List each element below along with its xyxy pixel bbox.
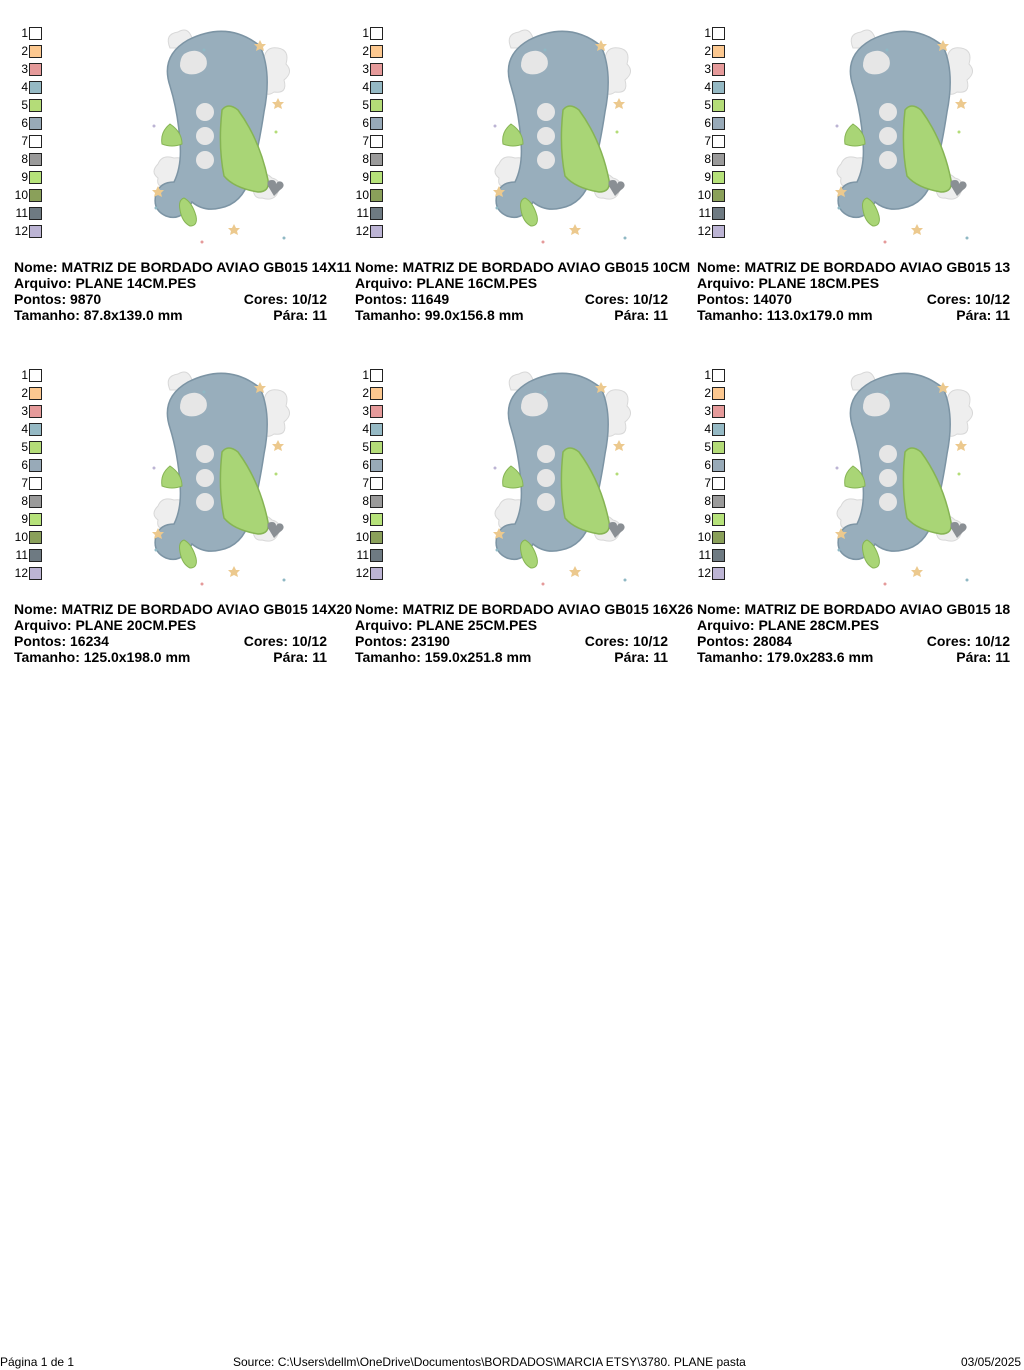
color-swatch	[370, 99, 383, 112]
palette-entry	[683, 206, 725, 220]
design-size: Tamanho: 87.8x139.0 mm	[14, 307, 183, 323]
palette-number: 10	[355, 188, 369, 202]
palette-entry	[0, 170, 42, 184]
palette-number: 12	[697, 566, 711, 580]
color-swatch	[29, 495, 42, 508]
stop-count: Pára: 11	[956, 307, 1010, 323]
design-file: Arquivo: PLANE 25CM.PES	[355, 617, 538, 633]
color-swatch	[29, 477, 42, 490]
palette-number: 11	[356, 548, 369, 562]
color-swatch	[370, 477, 383, 490]
color-swatch	[712, 495, 725, 508]
stitch-count: Pontos: 14070	[697, 291, 792, 307]
palette-entry	[0, 494, 42, 508]
color-swatch	[370, 135, 383, 148]
color-swatch	[29, 45, 42, 58]
palette-number: 7	[704, 476, 711, 490]
color-swatch	[370, 369, 383, 382]
color-swatch	[712, 405, 725, 418]
palette-entry	[0, 458, 42, 472]
palette-number: 3	[21, 404, 28, 418]
embroidery-preview	[489, 28, 637, 250]
design-name: Nome: MATRIZ DE BORDADO AVIAO GB015 18	[697, 601, 1011, 617]
palette-entry	[0, 134, 42, 148]
palette-number: 10	[697, 188, 711, 202]
palette-entry	[683, 512, 725, 526]
color-swatch	[29, 135, 42, 148]
palette-number: 9	[704, 512, 711, 526]
plane-windows	[879, 445, 897, 511]
palette-number: 10	[14, 188, 28, 202]
stitch-count: Pontos: 11649	[355, 291, 450, 307]
palette-entry	[341, 116, 383, 130]
palette-entry	[0, 476, 42, 490]
design-size: Tamanho: 113.0x179.0 mm	[697, 307, 873, 323]
color-count: Cores: 10/12	[243, 291, 327, 307]
color-swatch	[712, 207, 725, 220]
design-size: Tamanho: 179.0x283.6 mm	[697, 649, 874, 665]
color-swatch	[712, 45, 725, 58]
color-swatch	[712, 63, 725, 76]
palette-number: 4	[704, 422, 711, 436]
design-info	[697, 601, 1023, 665]
design-size: Tamanho: 99.0x156.8 mm	[355, 307, 524, 323]
color-swatch	[29, 423, 42, 436]
color-swatch	[712, 531, 725, 544]
palette-entry	[683, 368, 725, 382]
design-info	[14, 601, 353, 665]
palette-entry	[341, 134, 383, 148]
palette-number: 3	[362, 404, 369, 418]
palette-number: 3	[21, 62, 28, 76]
palette-entry	[341, 80, 383, 94]
palette-entry	[683, 98, 725, 112]
color-swatch	[29, 567, 42, 580]
design-card	[341, 0, 690, 330]
color-swatch	[370, 441, 383, 454]
palette-entry	[341, 368, 383, 382]
palette-entry	[0, 512, 42, 526]
palette-number: 12	[355, 224, 369, 238]
palette-number: 6	[362, 116, 369, 130]
color-count: Cores: 10/12	[584, 291, 668, 307]
color-swatch	[370, 495, 383, 508]
palette-entry	[683, 476, 725, 490]
color-swatch	[370, 171, 383, 184]
palette-entry	[341, 98, 383, 112]
palette-entry	[683, 530, 725, 544]
stop-count: Pára: 11	[614, 307, 668, 323]
source-path: Source: C:\Users\dellm\OneDrive\Documentos\BORDADOS\MARCIA ETSY\3780. PLANE pasta	[233, 1355, 746, 1369]
palette-number: 1	[362, 368, 369, 382]
color-swatch	[370, 405, 383, 418]
design-name: Nome: MATRIZ DE BORDADO AVIAO GB015 13	[697, 259, 1011, 275]
palette-number: 3	[704, 404, 711, 418]
design-file: Arquivo: PLANE 16CM.PES	[355, 275, 538, 291]
stitch-count: Pontos: 23190	[355, 633, 450, 649]
color-swatch	[29, 549, 42, 562]
palette-number: 3	[362, 62, 369, 76]
palette-number: 10	[14, 530, 28, 544]
palette-number: 9	[704, 170, 711, 184]
design-info	[355, 259, 690, 323]
design-card	[341, 342, 694, 672]
palette-entry	[341, 386, 383, 400]
palette-entry	[683, 458, 725, 472]
palette-entry	[341, 494, 383, 508]
palette-number: 1	[704, 26, 711, 40]
color-swatch	[29, 369, 42, 382]
design-name: Nome: MATRIZ DE BORDADO AVIAO GB015 10CM	[355, 259, 690, 275]
color-swatch	[712, 477, 725, 490]
palette-entry	[683, 116, 725, 130]
palette-entry	[683, 62, 725, 76]
palette-entry	[341, 188, 383, 202]
palette-entry	[683, 170, 725, 184]
palette-entry	[341, 170, 383, 184]
palette-number: 5	[704, 98, 711, 112]
palette-entry	[683, 548, 725, 562]
color-swatch	[370, 63, 383, 76]
palette-number: 2	[704, 44, 711, 58]
color-count: Cores: 10/12	[243, 633, 327, 649]
palette-entry	[683, 566, 725, 580]
palette-number: 2	[362, 44, 369, 58]
color-swatch	[29, 405, 42, 418]
color-swatch	[370, 459, 383, 472]
palette-number: 5	[362, 440, 369, 454]
palette-number: 4	[362, 80, 369, 94]
color-swatch	[370, 513, 383, 526]
palette-number: 5	[362, 98, 369, 112]
design-card	[0, 0, 352, 330]
embroidery-preview	[831, 28, 979, 250]
color-swatch	[29, 441, 42, 454]
palette-entry	[0, 98, 42, 112]
palette-entry	[0, 206, 42, 220]
color-swatch	[29, 27, 42, 40]
design-card	[0, 342, 353, 672]
color-swatch	[29, 207, 42, 220]
palette-entry	[0, 116, 42, 130]
palette-entry	[341, 44, 383, 58]
color-swatch	[29, 63, 42, 76]
color-swatch	[712, 135, 725, 148]
palette-number: 8	[21, 494, 28, 508]
palette-entry	[0, 386, 42, 400]
palette-entry	[0, 368, 42, 382]
embroidery-preview	[489, 370, 637, 592]
stitch-count: Pontos: 28084	[697, 633, 792, 649]
color-swatch	[29, 117, 42, 130]
color-swatch	[29, 153, 42, 166]
color-count: Cores: 10/12	[584, 633, 668, 649]
stop-count: Pára: 11	[956, 649, 1010, 665]
palette-entry	[683, 80, 725, 94]
palette-entry	[341, 206, 383, 220]
plane-windows	[537, 445, 555, 511]
palette-number: 6	[21, 458, 28, 472]
palette-entry	[0, 44, 42, 58]
palette-entry	[341, 152, 383, 166]
color-swatch	[370, 531, 383, 544]
palette-entry	[0, 566, 42, 580]
palette-entry	[0, 80, 42, 94]
palette-entry	[683, 26, 725, 40]
palette-entry	[341, 458, 383, 472]
embroidery-preview	[831, 370, 979, 592]
color-swatch	[29, 99, 42, 112]
palette-number: 7	[21, 476, 28, 490]
color-swatch	[370, 387, 383, 400]
palette-number: 7	[362, 134, 369, 148]
palette-number: 2	[21, 44, 28, 58]
palette-entry	[683, 152, 725, 166]
palette-number: 4	[21, 80, 28, 94]
palette-number: 10	[355, 530, 369, 544]
palette-number: 11	[356, 206, 369, 220]
palette-entry	[341, 512, 383, 526]
palette-number: 6	[704, 458, 711, 472]
design-card	[683, 342, 1024, 672]
palette-number: 11	[15, 548, 28, 562]
palette-entry	[0, 152, 42, 166]
palette-number: 5	[21, 440, 28, 454]
color-swatch	[370, 567, 383, 580]
palette-entry	[683, 404, 725, 418]
design-file: Arquivo: PLANE 20CM.PES	[14, 617, 197, 633]
palette-entry	[341, 476, 383, 490]
stop-count: Pára: 11	[614, 649, 668, 665]
color-swatch	[712, 441, 725, 454]
design-info	[697, 259, 1023, 323]
palette-entry	[341, 404, 383, 418]
palette-number: 9	[362, 170, 369, 184]
palette-number: 2	[362, 386, 369, 400]
color-count: Cores: 10/12	[926, 633, 1010, 649]
plane-windows	[196, 103, 214, 169]
plane-windows	[879, 103, 897, 169]
color-swatch	[370, 81, 383, 94]
color-swatch	[29, 225, 42, 238]
stitch-count: Pontos: 9870	[14, 291, 102, 307]
palette-entry	[0, 26, 42, 40]
color-swatch	[29, 387, 42, 400]
color-swatch	[370, 45, 383, 58]
embroidery-preview	[148, 28, 296, 250]
palette-number: 11	[15, 206, 28, 220]
color-swatch	[712, 423, 725, 436]
palette-entry	[683, 44, 725, 58]
color-swatch	[712, 171, 725, 184]
color-count: Cores: 10/12	[926, 291, 1010, 307]
palette-entry	[683, 440, 725, 454]
palette-entry	[341, 224, 383, 238]
palette-entry	[341, 548, 383, 562]
stop-count: Pára: 11	[273, 649, 327, 665]
design-file: Arquivo: PLANE 28CM.PES	[697, 617, 880, 633]
color-swatch	[370, 189, 383, 202]
palette-number: 1	[21, 26, 28, 40]
color-swatch	[370, 207, 383, 220]
palette-number: 2	[704, 386, 711, 400]
palette-entry	[683, 422, 725, 436]
design-card	[683, 0, 1024, 330]
color-swatch	[29, 459, 42, 472]
palette-number: 1	[704, 368, 711, 382]
color-swatch	[370, 27, 383, 40]
design-size: Tamanho: 159.0x251.8 mm	[355, 649, 532, 665]
palette-entry	[683, 188, 725, 202]
palette-number: 2	[21, 386, 28, 400]
palette-number: 1	[21, 368, 28, 382]
design-file: Arquivo: PLANE 14CM.PES	[14, 275, 197, 291]
palette-entry	[0, 548, 42, 562]
palette-number: 11	[698, 206, 711, 220]
plane-windows	[537, 103, 555, 169]
palette-entry	[683, 386, 725, 400]
palette-number: 7	[362, 476, 369, 490]
color-swatch	[29, 171, 42, 184]
palette-entry	[341, 62, 383, 76]
palette-number: 11	[698, 548, 711, 562]
palette-number: 6	[704, 116, 711, 130]
palette-number: 6	[362, 458, 369, 472]
palette-entry	[0, 188, 42, 202]
palette-number: 5	[704, 440, 711, 454]
design-size: Tamanho: 125.0x198.0 mm	[14, 649, 191, 665]
color-swatch	[712, 117, 725, 130]
color-swatch	[29, 81, 42, 94]
palette-number: 7	[21, 134, 28, 148]
color-swatch	[29, 531, 42, 544]
page-number: Página 1 de 1	[0, 1355, 75, 1369]
color-swatch	[712, 459, 725, 472]
palette-entry	[0, 404, 42, 418]
palette-number: 8	[362, 494, 369, 508]
color-swatch	[712, 189, 725, 202]
color-swatch	[370, 549, 383, 562]
palette-entry	[341, 530, 383, 544]
palette-number: 7	[704, 134, 711, 148]
design-info	[14, 259, 352, 323]
palette-entry	[0, 62, 42, 76]
stitch-count: Pontos: 16234	[14, 633, 109, 649]
palette-number: 8	[362, 152, 369, 166]
palette-number: 12	[14, 566, 28, 580]
palette-entry	[341, 566, 383, 580]
palette-number: 9	[21, 170, 28, 184]
palette-number: 12	[697, 224, 711, 238]
plane-windows	[196, 445, 214, 511]
palette-number: 8	[21, 152, 28, 166]
design-name: Nome: MATRIZ DE BORDADO AVIAO GB015 14X20	[14, 601, 353, 617]
color-swatch	[370, 423, 383, 436]
palette-entry	[341, 26, 383, 40]
color-swatch	[712, 27, 725, 40]
palette-entry	[0, 440, 42, 454]
palette-entry	[341, 422, 383, 436]
design-info	[355, 601, 694, 665]
color-swatch	[370, 117, 383, 130]
palette-entry	[683, 494, 725, 508]
color-swatch	[29, 513, 42, 526]
palette-entry	[341, 440, 383, 454]
embroidery-preview	[148, 370, 296, 592]
palette-number: 8	[704, 152, 711, 166]
palette-number: 6	[21, 116, 28, 130]
palette-entry	[0, 224, 42, 238]
color-swatch	[712, 153, 725, 166]
palette-entry	[0, 530, 42, 544]
palette-number: 4	[704, 80, 711, 94]
palette-entry	[683, 134, 725, 148]
color-swatch	[712, 99, 725, 112]
color-swatch	[370, 225, 383, 238]
color-swatch	[29, 189, 42, 202]
design-file: Arquivo: PLANE 18CM.PES	[697, 275, 880, 291]
palette-number: 5	[21, 98, 28, 112]
stop-count: Pára: 11	[273, 307, 327, 323]
color-swatch	[712, 369, 725, 382]
palette-entry	[0, 422, 42, 436]
color-swatch	[712, 225, 725, 238]
palette-number: 8	[704, 494, 711, 508]
design-name: Nome: MATRIZ DE BORDADO AVIAO GB015 16X26	[355, 601, 694, 617]
color-swatch	[712, 567, 725, 580]
palette-number: 3	[704, 62, 711, 76]
palette-number: 4	[362, 422, 369, 436]
palette-number: 12	[14, 224, 28, 238]
color-swatch	[712, 81, 725, 94]
design-name: Nome: MATRIZ DE BORDADO AVIAO GB015 14X11	[14, 259, 352, 275]
palette-number: 10	[697, 530, 711, 544]
color-swatch	[712, 387, 725, 400]
palette-number: 12	[355, 566, 369, 580]
color-swatch	[712, 513, 725, 526]
palette-entry	[683, 224, 725, 238]
palette-number: 9	[21, 512, 28, 526]
color-swatch	[712, 549, 725, 562]
palette-number: 4	[21, 422, 28, 436]
color-swatch	[370, 153, 383, 166]
print-date: 03/05/2025	[961, 1355, 1022, 1369]
palette-number: 1	[362, 26, 369, 40]
palette-number: 9	[362, 512, 369, 526]
